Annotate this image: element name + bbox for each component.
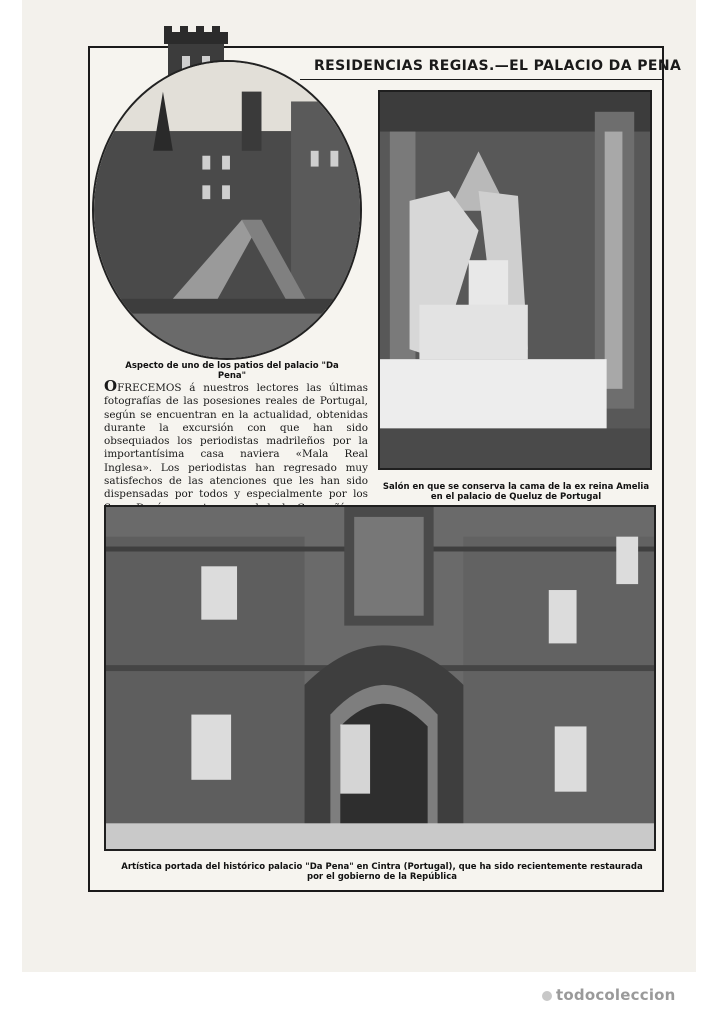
watermark — [542, 986, 676, 1004]
courtyard-photo — [92, 60, 362, 360]
courtyard-caption: Aspecto de uno de los patios del palacio "Da Pena" — [125, 361, 339, 381]
bedroom-caption: Salón en que se conserva la cama de la ex reina Amelia en el palacio de Queluz de Portugal — [382, 482, 650, 502]
page-title: RESIDENCIAS REGIAS.—EL PALACIO DA PENA — [314, 58, 682, 74]
watermark-text: todocoleccion — [556, 986, 676, 1004]
dropcap: O — [104, 377, 118, 395]
bedroom-photo — [378, 90, 652, 470]
portal-photo — [104, 505, 656, 851]
portal-caption: Artística portada del histórico palacio "Da Pena" en Cintra (Portugal), que ha sido recientemente restaurada por el gobierno de la República — [121, 862, 643, 882]
title-rule — [300, 79, 662, 80]
article-text: FRECEMOS á nuestros lectores las últimas fotografías de las posesiones reales de Portugal, según se encuentran en la actualidad, obtenidas durante la excursión con que han sido obsequiados los periodistas madrileños por la importantísima casa naviera «Mala Real Inglesa». Los periodistas han regresado muy satisfechos de las atenciones que les han sido dispensadas por todos y especialmente por los — [104, 382, 368, 501]
watermark-logo-icon — [542, 991, 552, 1001]
